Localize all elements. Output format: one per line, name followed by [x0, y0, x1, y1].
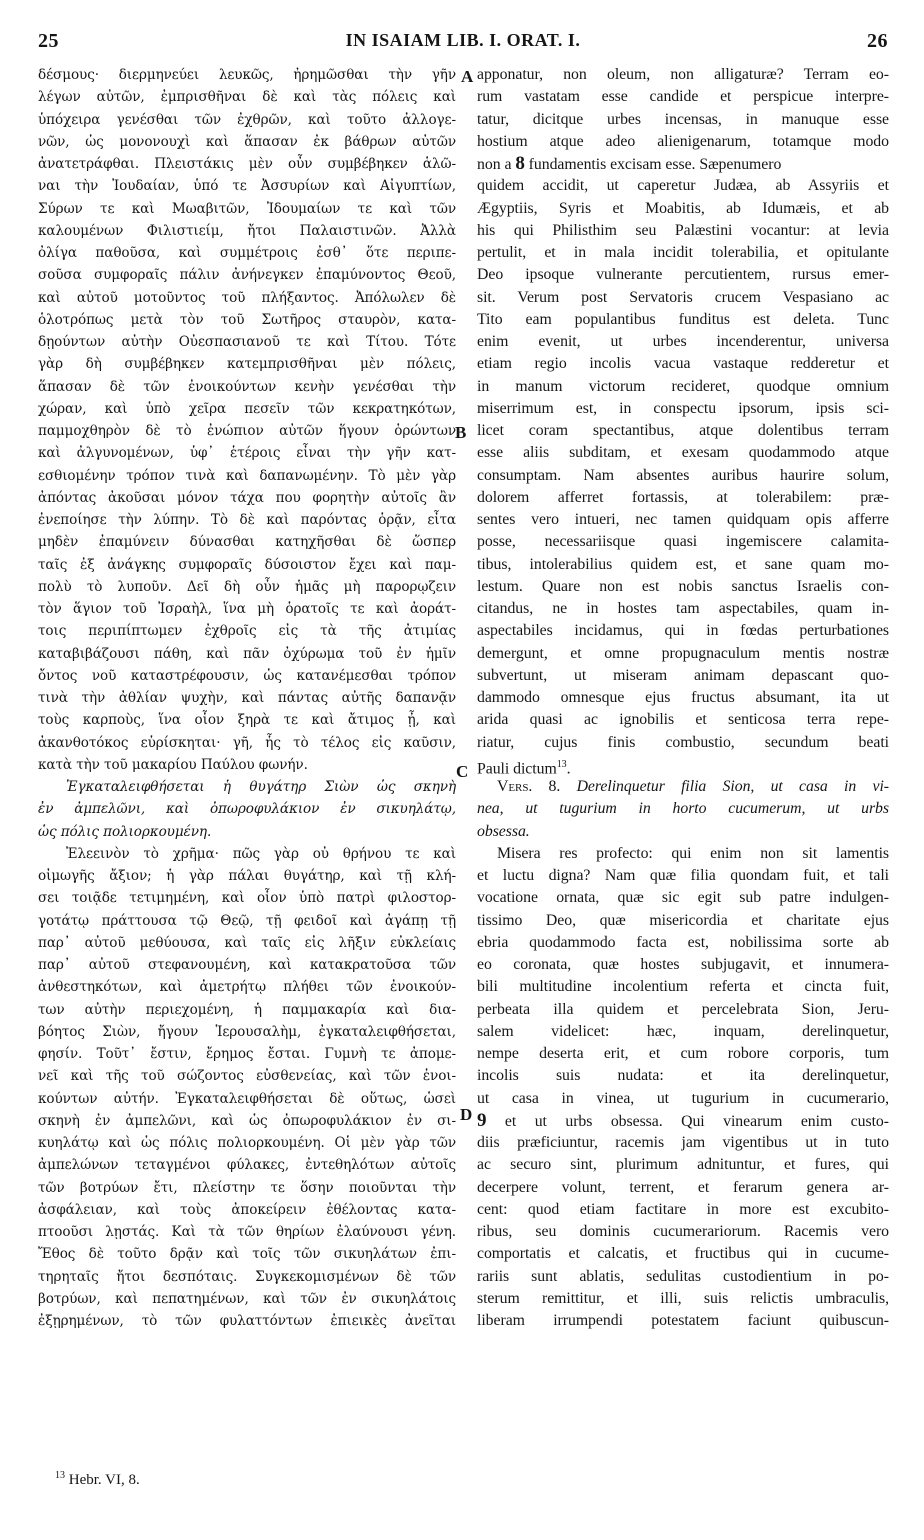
text-line: βοτρύων, καὶ πεπατημένων, καὶ τῶν ἐν σικυηλάτοις: [38, 1290, 456, 1307]
footnote: [55, 1470, 140, 1489]
text-line: incolis suis nudata: et ita derelinquetur,: [477, 1067, 889, 1085]
text-line: κυηλάτῳ καὶ ὡς πόλις πολιορκουμένη. Οἱ μὲν γὰρ τῶν: [38, 1135, 456, 1151]
text-line: οἰμωγῆς ἄξιον; ἡ γὰρ πάλαι θυγάτηρ, καὶ τῇ κλή-: [38, 868, 456, 884]
text-line: ribus, seu dominis cucumerariorum. Racemis vero: [477, 1223, 889, 1240]
line-text: Pauli dictum: [477, 760, 557, 776]
text-line: rariis sunt ablatis, sedulitas custodientium in po-: [477, 1267, 889, 1285]
text-line: καταβιβάζουσι πάθη, καὶ πᾶν ὀχύρωμα τοῦ ἐν ἡμῖν: [38, 645, 456, 662]
text-line: ναι τὴν Ἰουδαίαν, ὑπό τε Ἀσσυρίων καὶ Αἰγυπτίων,: [38, 178, 456, 195]
text-line: esse aliis subditam, et exesam quodammodo atque: [477, 444, 889, 462]
text-line: ἀνθεστηκότων, καὶ ἀμετρήτῳ πλήθει τῶν ἐνοικούν-: [38, 979, 456, 996]
text-line: cent: quod etiam factitare in more est excubito-: [477, 1200, 889, 1218]
text-line: et luctu digna? Nam quæ filia quondam fuit, et tali: [477, 867, 889, 884]
text-line: etiam regio incolis vacua vastaque redderetur et: [477, 355, 889, 373]
footnote-ref: 13: [556, 758, 567, 770]
verse-text: obsessa.: [477, 822, 530, 840]
text-line: Ægyptiis, Syris et Moabitis, ab Idumæis, et ab: [477, 199, 889, 217]
text-line: posse, necessariisque quasi ingemiscere calamita-: [477, 533, 889, 551]
margin-letter-c: C: [456, 762, 469, 781]
text-line: δῃούντων αὐτὴν Οὐεσπασιανοῦ τε καὶ Τίτου. Τότε: [38, 334, 456, 350]
text-line: enim evenit, ut urbes incenderentur, universa: [477, 333, 889, 350]
margin-letter-b: B: [455, 423, 467, 442]
text-line: βόητος Σιὼν, ἤγουν Ἱερουσαλὴμ, ἐγκαταλειφθήσεται,: [38, 1023, 456, 1040]
text-line: decerpere volunt, terrent, et ferarum genera ar-: [477, 1178, 889, 1196]
verse-text: Derelinquetur filia Sion, ut casa in vi-: [576, 778, 889, 795]
text-line: παρ᾽ αὐτοῦ στεφανουμένη, καὶ κατακρατοῦσα τῶν: [38, 957, 456, 973]
text-line: δέσμους· διερμηνεύει λευκῶς, ἠρημῶσθαι τὴν γῆν: [38, 67, 456, 83]
text-line: Misera res profecto: qui enim non sit lamentis: [497, 844, 889, 862]
text-line: tissimo Deo, quæ misericordia et charitate ejus: [477, 911, 889, 929]
text-line: comportatis et calcatis, et fructibus qui in cucume-: [477, 1245, 889, 1263]
text-line: ebria quodammodo facta est, nobilissima sorte ab: [477, 933, 889, 951]
text-line: σει τοιᾷδε τετιμημένη, καὶ οἷον ὑπὸ πατρὶ φιλοστορ-: [38, 890, 456, 907]
text-line: sit. Verum post Servatoris crucem Vespasiano ac: [477, 288, 889, 306]
text-line: ἀκανθοτόκος εὑρίσκηται· γῆ, ἧς τὸ τέλος εἰς καῦσιν,: [38, 734, 456, 751]
margin-letter-d: D: [460, 1105, 473, 1124]
text-line: tatur, dicitque urbes incensas, in manuque esse: [477, 110, 889, 128]
text-line: ἀμπελώνων τεταγμένοι φύλακες, ἐντεθηλότων αὐτοῖς: [38, 1157, 456, 1174]
text-line: ἀσφάλειαν, καὶ τοὺς ἀποκείρειν ἐθέλοντας κατα-: [38, 1201, 456, 1218]
verse-label: Vers. 8.: [497, 778, 561, 795]
text-line: ἀνατετράφθαι. Πλειστάκις μὲν οὖν συμβέβηκεν ἁλῶ-: [38, 156, 456, 172]
text-line: nempe deserta erit, et cum robore corporis, tum: [477, 1045, 889, 1062]
text-line: subvertunt, ut miseram animam depascant quo-: [477, 666, 889, 684]
text-line: κατὰ τὴν τοῦ μακαρίου Παύλου φωνήν.: [38, 756, 308, 773]
text-line: ὀλίγα παθοῦσα, καὶ συμμέτροις ἐσθ᾽ ὅτε περιπε-: [38, 245, 456, 261]
text-line: σκηνὴ ἐν ἀμπελῶνι, καὶ ὡς ὀπωροφυλάκιον ἐν σι-: [38, 1112, 456, 1129]
text-line: ἅπασαν δὲ τῶν ἐνοικούντων κενὴν γενέσθαι τὴν: [38, 378, 456, 395]
margin-letter-a: A: [461, 67, 474, 86]
text-line: καλουμένων Φιλιστιείμ, ἤτοι Παλαιστινῶν. Ἀλλὰ: [38, 222, 456, 239]
text-line: τὸν ἅγιον τοῦ Ἰσραὴλ, ἵνα μὴ ὁρατοῖς τε καὶ ἀοράτ-: [38, 601, 456, 617]
verse-text: nea, ut tugurium in horto cucumerum, ut urbs: [477, 800, 889, 818]
text-line: καὶ ἀλγυνομένων, ὑφ᾽ ἑτέροις εἶναι τὴν γῆν κατ-: [38, 445, 456, 462]
text-line: Σύρων τε καὶ Μωαβιτῶν, Ἰδουμαίων τε καὶ τῶν: [38, 200, 456, 217]
text-line: γοτάτῳ πράττουσα τῷ Θεῷ, τῇ φειδοῖ καὶ ἀγάπῃ τῇ: [38, 912, 456, 929]
text-line: τηρηταῖς ἤτοι δεσπόταις. Συγκεκομισμένων δὲ τῶν: [38, 1268, 456, 1285]
text-line: νεῖ καὶ τῆς τοῦ σώζοντος εὐσθενείας, καὶ τῶν ἐνοι-: [38, 1068, 456, 1085]
latin-column: [477, 64, 889, 1332]
text-line: ὡς πόλις πολιορκουμένη.: [38, 823, 212, 840]
text-line: πτοοῦσι λῃστάς. Καὶ τὰ τῶν θηρίων ἐλαύνουσι γένη.: [38, 1224, 456, 1240]
text-line: diis præficiuntur, racemis jam vigentibus ut in tuto: [477, 1134, 889, 1151]
text-line: sterum remittitur, et illi, suis relictis umbraculis,: [477, 1289, 889, 1307]
text-line: εσθιομένην τρόπον τινὰ καὶ δαπανωμένην. Τὸ μὲν γὰρ: [38, 467, 456, 484]
text-line: παμμοχθηρὸν δὲ τὸ ἐνώπιον αὐτῶν ἥγουν ὁρώντων: [38, 423, 456, 439]
text-line: miserrimum est, in conspectu ipsorum, ipsis sci-: [477, 399, 889, 417]
text-line: tibus, intolerabilius quidem est, et sane quam mo-: [477, 555, 889, 573]
text-line: apponatur, non oleum, non alligaturæ? Terram eo-: [477, 66, 889, 83]
text-line: lestum. Quare non est nobis sanctus Israelis con-: [477, 577, 889, 595]
text-line-with-marker: [477, 1110, 889, 1132]
text-line: σοῦσα συμφοραῖς πάλιν ἀνήνεγκεν ἐπαμύνοντος Θεοῦ,: [38, 267, 456, 284]
text-line: ut casa in vinea, ut tugurium in cucumerario,: [477, 1089, 889, 1107]
verse-line: [477, 776, 889, 798]
text-line: liberam irrumpendi potestatem faciunt quibuscun-: [477, 1312, 889, 1329]
text-line: των αὐτὴν περιεχομένη, ἡ παμμακαρία καὶ δια-: [38, 1001, 456, 1018]
text-line: aspectabiles incidamus, qui in fœdas perturbationes: [477, 622, 889, 640]
text-line: τῶν βοτρύων ἔτι, πλείστην τε ὅσην ποιοῦνται τὴν: [38, 1179, 456, 1196]
running-title: IN ISAIAM LIB. I. ORAT. I.: [345, 30, 581, 50]
text-line: τοις περιπίπτωμεν ἐχθροῖς εἰς τὰ τῆς ἀτιμίας: [38, 623, 456, 640]
footnote-text: Hebr. VI, 8.: [68, 1472, 140, 1488]
text-line: πολὺ τὸ λυποῦν. Δεῖ δὴ οὖν ἡμᾶς μὴ παρορῳζειν: [38, 578, 456, 595]
page-number-right: 26: [867, 30, 888, 52]
text-line: citandus, ne in hostes tam aspectabiles, quam in-: [477, 600, 889, 617]
column-marker: 8: [515, 153, 525, 174]
text-line: καὶ αὐτοῦ μοτοῦντος τοῦ πλήξαντος. Ἀπόλωλεν δὲ: [38, 289, 456, 306]
text-line: dolorem afferret fortassis, at tolerabilem: præ-: [477, 488, 889, 506]
text-line: Pauli dictum$^{13}$.: [477, 758, 571, 776]
text-line: μηδὲν ἐπαμύνειν δύνασθαι κατηχῆσθαι δὲ ὥσπερ: [38, 534, 456, 551]
text-line-with-marker: [477, 153, 889, 175]
text-line: bili multitudine incolentium referta et cincta fuit,: [477, 978, 889, 996]
text-line: demergunt, et omne propugnaculum mentis nostræ: [477, 644, 889, 662]
text-line: τινὰ τὴν ἀθλίαν ψυχὴν, καὶ πάντας αὐτῆς δαπανᾷν: [38, 690, 456, 706]
line-text: et ut urbs obsessa. Qui vinearum enim custo-: [504, 1112, 889, 1130]
footnote-number: 13: [55, 1470, 65, 1481]
text-line: Ἐγκαταλειφθήσεται ἡ θυγάτηρ Σιὼν ὡς σκηνὴ: [66, 779, 456, 795]
text-line: Deo ipsoque vulnerante percutientem, rursus emer-: [477, 266, 889, 284]
text-line: νῶν, ὡς μονονουχὶ καὶ ἅπασαν ἐκ βάθρων αὐτῶν: [38, 133, 456, 150]
text-line: Ἐλεεινὸν τὸ χρῆμα· πῶς γὰρ οὐ θρήνου τε καὶ: [66, 845, 456, 862]
greek-column: [38, 64, 456, 1332]
text-line: eo coronata, quæ hostes subjugavit, et innumera-: [477, 956, 889, 973]
text-line: sentes vero intueri, nec tamen quidquam opis afferre: [477, 511, 889, 528]
text-line: quidem accidit, ut caperetur Judæa, ab Assyriis et: [477, 177, 889, 195]
text-line: rum vastatam esse candide et perspicue interpre-: [477, 88, 889, 106]
text-line: perbeata illa quidem et percelebrata Sion, Jeru-: [477, 1000, 889, 1018]
text-line: ἀπόντας ἀκοῦσαι μόνον τάχα που φορητὴν αὐτοῖς ἂν: [38, 489, 456, 506]
text-line: λέγων αὐτῶν, ἐμπρισθῆναι δὲ καὶ τὰς πόλεις καὶ: [38, 89, 456, 106]
line-rest: fundamentis excisam esse. Sæpenumero: [528, 156, 782, 173]
text-line: τοὺς καρποὺς, ἵνα οἷον ξηρὰ τε καὶ ἄτιμος ᾖ, καὶ: [38, 712, 456, 729]
verse-line: [477, 798, 889, 820]
text-line: Tito eam populantibus funditus est deleta. Tunc: [477, 310, 889, 328]
text-line: in manum victorum recideret, quodque omnium: [477, 377, 889, 395]
text-line: riatur, cujus finis combustio, secundum beati: [477, 733, 889, 751]
text-line: χώραν, καὶ ὑπὸ χεῖρα πεσεῖν τῶν κεκρατηκότων,: [38, 400, 456, 417]
text-line: salem videlicet: hæc, inquam, derelinquetur,: [477, 1022, 889, 1040]
text-line: φησίν. Τοῦτ᾽ ἔστιν, ἔρημος ἔσται. Γυμνὴ τε ἀπομε-: [38, 1046, 456, 1062]
text-line: arida quasi ac ignobilis et senticosa terra repe-: [477, 711, 889, 729]
text-line: vocatione ornata, quæ sic egit sub patre indulgen-: [477, 889, 889, 907]
text-line: pertulit, et in mala incidit tolerabilia, et opitulante: [477, 244, 889, 261]
text-line: παρ᾽ αὐτοῦ μεθύουσα, καὶ ταῖς εἰς λῆξιν εὐκλείαις: [38, 934, 456, 951]
text-line: ἐξῃρημένων, τὸ τῶν φυλαττόντων ἐπιεικὲς ἀνεῖται: [38, 1313, 456, 1329]
text-line: ὄντος νοῦ καταστρέφουσιν, ὡς κατανέμεσθαι τρόπον: [38, 667, 456, 684]
text-line: dammodo omnesque ejus fructus absumant, ita ut: [477, 689, 889, 706]
text-line: licet coram spectantibus, atque dolentibus terram: [477, 422, 889, 439]
page-number-left: 25: [38, 30, 59, 52]
text-line: consumptam. Nam absentes auribus haurire solum,: [477, 466, 889, 484]
column-marker: 9: [477, 1109, 487, 1131]
verse-line: [477, 821, 889, 843]
text-line: κούντων αὐτήν. Ἐγκαταλειφθήσεται δὲ οὕτως, ὡσεὶ: [38, 1090, 456, 1107]
text-line: Ἔθος δὲ τοῦτο δρᾷν καὶ τοῖς τῶν σικυηλάτων ἐπι-: [38, 1246, 456, 1263]
text-line: ἐνεποίησε τὴν λύπην. Τὸ δὲ καὶ παρόντας ὁρᾷν, εἶτα: [38, 512, 456, 528]
text-line: hostium atque adeo alienigenarum, totamque modo: [477, 132, 889, 150]
text-line: ταῖς ἐξ ἀνάγκης συμφοραῖς δύσοιστον ἔχει καὶ παμ-: [38, 556, 456, 573]
text-line: ἐν ἀμπελῶνι, καὶ ὀπωροφυλάκιον ἐν σικυηλάτῳ,: [38, 801, 456, 818]
text-line: ὁλοτρόπως μετὰ τὸν τοῦ Σωτῆρος σταυρὸν, κατα-: [38, 311, 456, 328]
text-line: γὰρ δὴ συμβέβηκεν κατεμπρισθῆναι μὲν πόλεις,: [38, 356, 456, 373]
running-header: [38, 30, 888, 54]
text-line: ac securo sint, plurimum adnituntur, et fures, qui: [477, 1156, 889, 1174]
text-line: ὑπόχειρα γενέσθαι τῶν ἐχθρῶν, καὶ τοῦτο ἀλλογε-: [38, 111, 456, 128]
line-prefix: non a: [477, 156, 516, 173]
text-line: his qui Philisthim seu Palæstini vocantur: at levia: [477, 221, 889, 239]
